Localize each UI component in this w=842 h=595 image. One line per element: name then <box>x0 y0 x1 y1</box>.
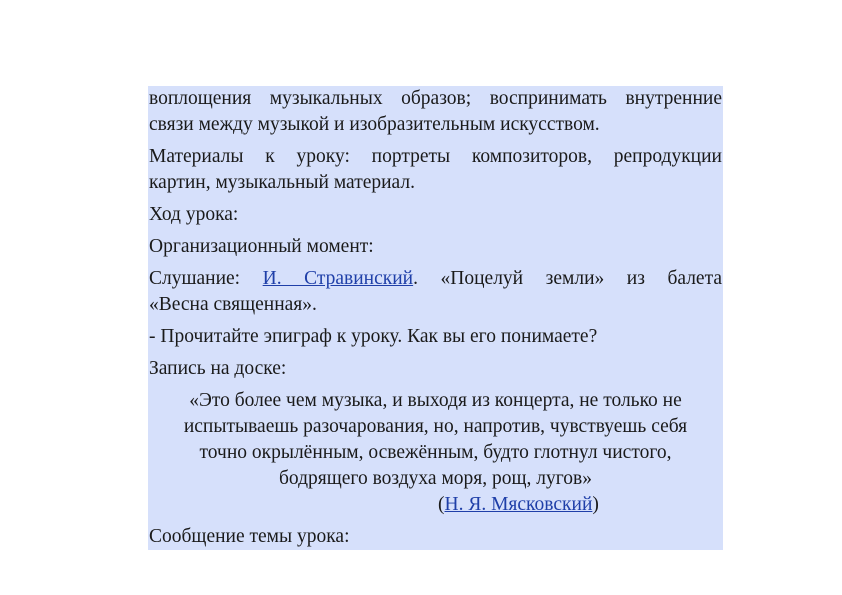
epigraph-quote <box>148 388 723 492</box>
board-note-heading: Запись на доске: <box>149 358 287 379</box>
materials-line-1: Материалы к уроку: портреты композиторов, репродукции <box>149 146 722 167</box>
listening-line-1 <box>149 266 722 292</box>
lesson-topic-heading: Сообщение темы урока: <box>149 526 350 547</box>
myaskovsky-link[interactable]: Н. Я. Мясковский <box>444 494 593 515</box>
paragraph-materials <box>148 144 723 196</box>
epigraph-question: - Прочитайте эпиграф к уроку. Как вы его понимаете? <box>149 326 598 347</box>
quote-line-4: бодрящего воздуха моря, рощ, лугов» <box>279 468 592 489</box>
materials-line-2: картин, музыкальный материал. <box>149 172 415 193</box>
listening-prefix: Слушание: <box>149 268 263 289</box>
listening-suffix: . «Поцелуй земли» из балета <box>413 268 723 289</box>
quote-line-1: «Это более чем музыка, и выходя из концерта, не только не <box>189 390 682 411</box>
quote-line-2: испытываешь разочарования, но, напротив, чувствуешь себя <box>183 416 688 437</box>
organizational-moment: Организационный момент: <box>149 236 374 257</box>
listening-line-2: «Весна священная». <box>149 294 317 315</box>
stravinsky-link[interactable]: И. Стравинский <box>262 268 414 289</box>
goals-line-2: связи между музыкой и изобразительным искусством. <box>149 114 600 135</box>
paragraph-goals <box>148 86 723 138</box>
paragraph-listening <box>148 266 723 318</box>
goals-line-1: воплощения музыкальных образов; воспринимать внутренние <box>149 88 722 109</box>
lesson-text-block <box>148 86 723 550</box>
quote-citation: (Н. Я. Мясковский) <box>438 494 599 515</box>
quote-line-3: точно окрылённым, освежённым, будто глотнул чистого, <box>199 442 672 463</box>
lesson-progress-heading: Ход урока: <box>149 204 239 225</box>
